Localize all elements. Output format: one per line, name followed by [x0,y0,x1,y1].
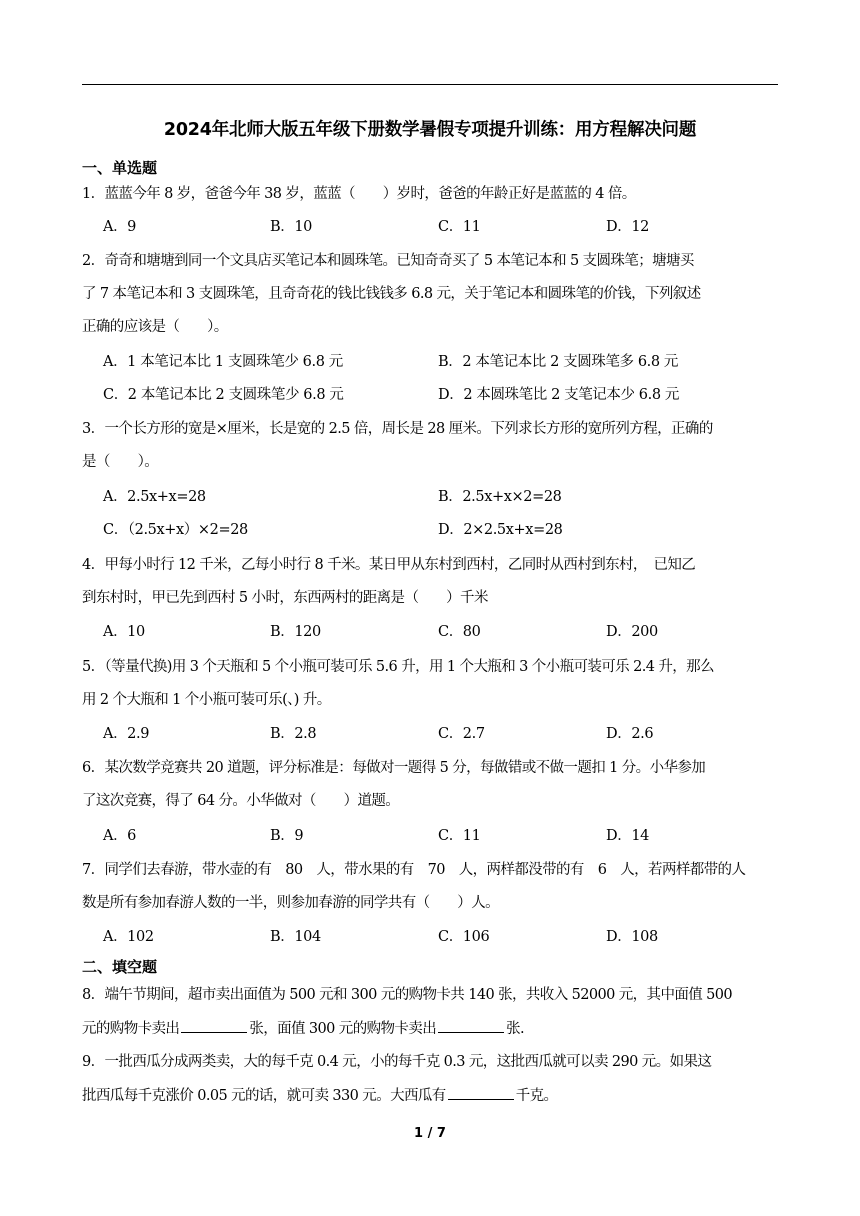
question-text: 是（ ）。 [82,454,159,470]
question-text: 6．某次数学竞赛共 20 道题，评分标准是：每做对一题得 5 分，每做错或不做一题扣 1 分。小华参加 [82,760,706,776]
header-rule [82,84,778,85]
question-text: 3．一个长方形的宽是×厘米，长是宽的 2.5 倍，周长是 28 厘米。下列求长方形的宽所列方程，正确的 [82,421,713,437]
option-b: B．2.8 [270,726,317,742]
option-b: B．120 [270,624,321,640]
option-c: C．106 [438,929,490,945]
option-d: D．2 本圆珠笔比 2 支笔记本少 6.8 元 [438,387,679,403]
text-segment: 批西瓜每千克涨价 0.05 元的话，就可卖 330 元。大西瓜有 [82,1088,446,1104]
question-text: 9．一批西瓜分成两类卖，大的每千克 0.4 元，小的每千克 0.3 元，这批西瓜就可以卖 290 元。如果这 [82,1054,712,1070]
option-a: A．6 [103,828,136,844]
answer-blank[interactable] [448,1085,514,1100]
question-text: 了这次竞赛，得了 64 分。小华做对（ ）道题。 [82,793,400,809]
question-text: 了 7 本笔记本和 3 支圆珠笔，且奇奇花的钱比钱钱多 6.8 元，关于笔记本和圆珠笔的价钱，下列叙述 [82,286,701,302]
option-c: C．2 本笔记本比 2 支圆珠笔少 6.8 元 [103,387,344,403]
question-text: 5．（等量代换)用 3 个天瓶和 5 个小瓶可装可乐 5.6 升，用 1 个大瓶和 3 个小瓶可装可乐 2.4 升，那么 [82,659,714,675]
question-text: 用 2 个大瓶和 1 个小瓶可装可乐(、) 升。 [82,692,331,708]
option-c: C．2.7 [438,726,485,742]
question-text [82,1085,778,1106]
answer-blank[interactable] [438,1018,504,1033]
option-d: D．200 [606,624,658,640]
option-a: A．102 [103,929,154,945]
option-a: A．2.5x+x=28 [103,489,206,505]
question-text: 7．同学们去春游，带水壶的有 80 人，带水果的有 70 人，两样都没带的有 6 人，若两样都带的人 [82,862,746,878]
option-a: A．9 [103,219,136,235]
option-a: A．2.9 [103,726,150,742]
option-a: A．1 本笔记本比 1 支圆珠笔少 6.8 元 [103,354,343,370]
question-text: 1．蓝蓝今年 8 岁，爸爸今年 38 岁，蓝蓝（ ）岁时，爸爸的年龄正好是蓝蓝的 4 倍。 [82,186,636,202]
option-b: B．2 本笔记本比 2 支圆珠笔多 6.8 元 [438,354,679,370]
option-d: D．14 [606,828,649,844]
option-b: B．10 [270,219,313,235]
answer-blank[interactable] [181,1018,247,1033]
question-text: 8．端午节期间，超市卖出面值为 500 元和 300 元的购物卡共 140 张，共收入 52000 元，其中面值 500 [82,987,733,1003]
option-a: A．10 [103,624,145,640]
option-d: D．12 [606,219,649,235]
question-text: 正确的应该是（ ）。 [82,319,228,335]
question-text: 到东村时，甲已先到西村 5 小时，东西两村的距离是（ ）千米 [82,590,488,606]
section-heading-single-choice: 一、单选题 [82,159,158,177]
question-text [82,1018,778,1039]
page-number: 1 / 7 [414,1126,446,1141]
option-d: D．2×2.5x+x=28 [438,522,563,538]
text-segment: 张，面值 300 元的购物卡卖出 [249,1021,437,1037]
page-title: 2024年北师大版五年级下册数学暑假专项提升训练：用方程解决问题 [163,120,697,140]
option-b: B．2.5x+x×2=28 [438,489,562,505]
option-c: C．11 [438,828,481,844]
text-segment: 千克。 [515,1088,558,1104]
option-c: C．80 [438,624,481,640]
section-heading-fill-blank: 二、填空题 [82,958,158,976]
question-text: 2．奇奇和塘塘到同一个文具店买笔记本和圆珠笔。已知奇奇买了 5 本笔记本和 5 支圆珠笔；塘塘买 [82,253,694,269]
option-b: B．9 [270,828,304,844]
question-text: 数是所有参加春游人数的一半，则参加春游的同学共有（ ）人。 [82,895,499,911]
text-segment: 张. [506,1021,525,1037]
option-b: B．104 [270,929,321,945]
question-text: 4．甲每小时行 12 千米，乙每小时行 8 千米。某日甲从东村到西村，乙同时从西村到东村， 已知乙 [82,557,696,573]
option-c: C．（2.5x+x）×2=28 [103,522,248,538]
option-c: C．11 [438,219,481,235]
option-d: D．108 [606,929,658,945]
text-segment: 元的购物卡卖出 [82,1021,180,1037]
option-d: D．2.6 [606,726,654,742]
